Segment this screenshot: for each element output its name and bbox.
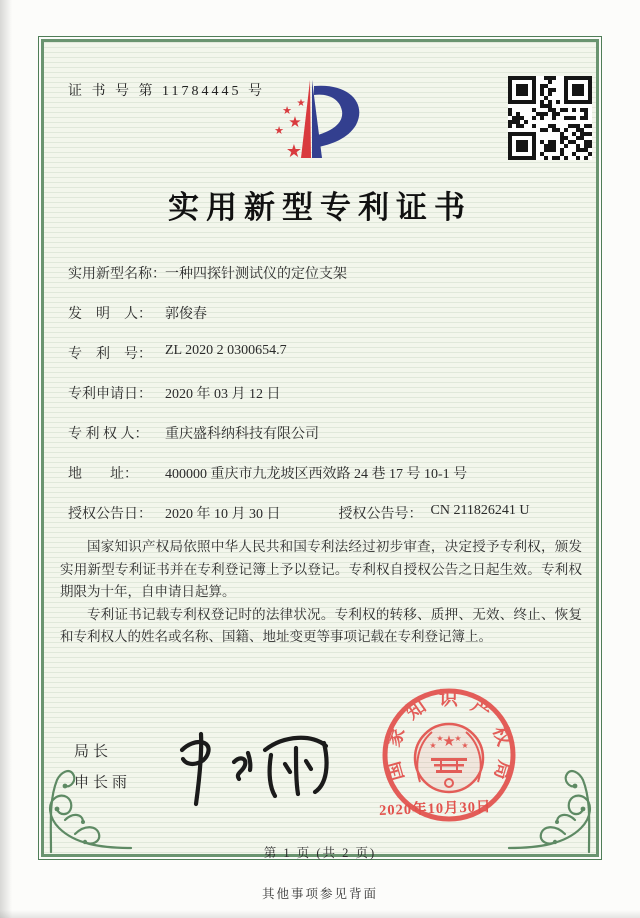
field-value: 2020 年 03 月 12 日 xyxy=(165,387,281,402)
field-label: 专利申请日： xyxy=(68,387,152,402)
svg-text:★: ★ xyxy=(285,141,303,162)
field-address xyxy=(68,463,467,483)
seal-text: 国家知识产权局 xyxy=(382,688,516,784)
field-label: 实用新型名称： xyxy=(68,267,166,282)
director-name: 申长雨 xyxy=(74,775,132,791)
field-value: ZL 2020 2 0300654.7 xyxy=(165,343,287,358)
seal-date: 2020年10月30日 xyxy=(378,799,492,819)
field-patent-name xyxy=(68,263,347,283)
director-title: 局长 xyxy=(74,744,113,760)
field-label: 地 址： xyxy=(68,467,138,482)
scan-edge-shadow-bottom xyxy=(0,910,640,918)
cnipa-logo-icon xyxy=(253,74,385,176)
grant-no-value: CN 211826241 U xyxy=(430,503,530,518)
legal-text xyxy=(60,536,582,649)
field-value: 郭俊春 xyxy=(165,307,207,322)
field-grant-line xyxy=(68,503,530,523)
field-label: 专 利 权 人： xyxy=(68,427,149,442)
field-label: 专 利 号： xyxy=(68,347,152,362)
svg-text:★: ★ xyxy=(442,732,456,750)
svg-text:★: ★ xyxy=(274,124,284,137)
footer-note: 其他事项参见背面 xyxy=(261,887,378,901)
field-inventor xyxy=(68,303,207,323)
field-label: 发 明 人： xyxy=(68,307,152,322)
certificate-title: 实用新型专利证书 xyxy=(168,190,472,225)
certificate-number: 证 书 号 第 11784445 号 xyxy=(68,84,265,99)
svg-text:★: ★ xyxy=(429,741,437,750)
svg-text:★: ★ xyxy=(282,104,292,117)
field-patentee xyxy=(68,423,319,443)
director-autograph-signature xyxy=(168,726,353,814)
field-value: 一种四探针测试仪的定位支架 xyxy=(165,267,347,282)
grant-date-value: 2020 年 10 月 30 日 xyxy=(165,507,281,522)
field-filing-date xyxy=(68,383,281,403)
svg-text:★: ★ xyxy=(296,98,306,109)
grant-date-label: 授权公告日： xyxy=(68,507,152,522)
field-patent-number xyxy=(68,343,287,363)
field-value: 400000 重庆市九龙坡区西效路 24 巷 17 号 10-1 号 xyxy=(165,467,468,482)
qr-code xyxy=(508,76,592,160)
field-value: 重庆盛科纳科技有限公司 xyxy=(165,427,319,442)
page-indicator: 第 1 页 (共 2 页) xyxy=(263,846,377,860)
svg-text:★: ★ xyxy=(288,113,302,131)
scan-edge-shadow xyxy=(0,0,12,918)
grant-no-label: 授权公告号： xyxy=(338,507,423,522)
national-emblem-icon xyxy=(415,724,483,792)
svg-text:★: ★ xyxy=(436,734,444,743)
svg-text:★: ★ xyxy=(461,741,469,750)
legal-paragraph-2: 专利证书记载专利权登记时的法律状况。专利权的转移、质押、无效、终止、恢复和专利权人的姓名或名称、国籍、地址变更等事项记载在专利登记簿上。 xyxy=(60,606,582,644)
svg-text:★: ★ xyxy=(454,734,462,743)
legal-paragraph-1: 国家知识产权局依照中华人民共和国专利法经过初步审查，决定授予专利权，颁发实用新型专利证书并在专利登记簿上予以登记。专利权自授权公告之日起生效。专利权期限为十年，自申请日起算。 xyxy=(60,539,582,599)
